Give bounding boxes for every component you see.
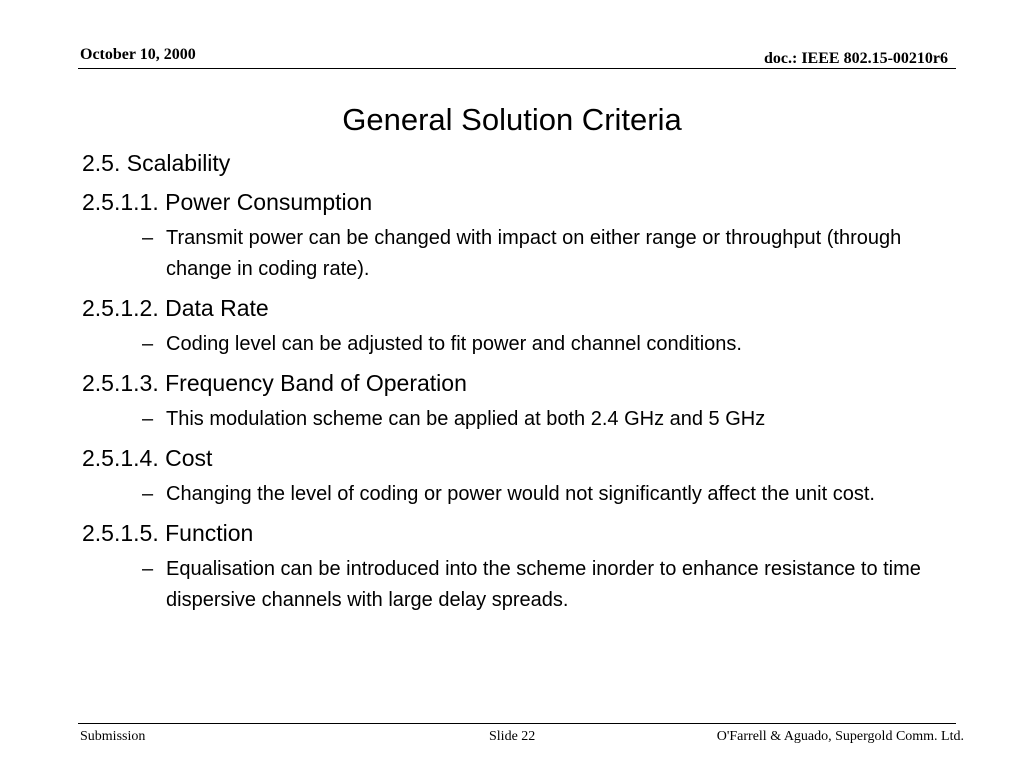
section-heading: 2.5.1.1. Power Consumption xyxy=(82,189,373,215)
section-heading: 2.5.1.5. Function xyxy=(82,520,254,546)
bullet-dash: – xyxy=(142,483,154,505)
bullet-dash: – xyxy=(142,408,154,430)
section-heading: 2.5. Scalability xyxy=(82,150,231,176)
slide-body xyxy=(82,148,962,616)
bullet-dash: – xyxy=(142,558,154,580)
bullet-text: This modulation scheme can be applied at both 2.4 GHz and 5 GHz xyxy=(166,408,766,430)
bullet-dash: – xyxy=(142,227,154,249)
bullet-text: Transmit power can be changed with impact on either range or throughput (through change in coding rate). xyxy=(166,227,902,280)
header-date: October 10, 2000 xyxy=(80,46,196,63)
bullet-text: Coding level can be adjusted to fit power and channel conditions. xyxy=(166,333,742,355)
footer-authors: O'Farrell & Aguado, Supergold Comm. Ltd. xyxy=(716,729,964,744)
section-heading: 2.5.1.3. Frequency Band of Operation xyxy=(82,370,467,396)
bullet-dash: – xyxy=(142,333,154,355)
section-heading: 2.5.1.4. Cost xyxy=(82,445,213,471)
footer-slide-number: Slide 22 xyxy=(489,729,536,744)
bullet-item xyxy=(82,554,962,616)
header-divider xyxy=(78,68,956,69)
footer-divider xyxy=(78,723,956,724)
bullet-item xyxy=(82,329,962,360)
bullet-item xyxy=(82,404,962,435)
bullet-item xyxy=(82,479,962,510)
section-heading: 2.5.1.2. Data Rate xyxy=(82,295,269,321)
slide-title: General Solution Criteria xyxy=(342,102,682,137)
bullet-item xyxy=(82,223,962,285)
footer-submission: Submission xyxy=(80,729,146,744)
header-doc-id: doc.: IEEE 802.15-00210r6 xyxy=(764,50,948,67)
bullet-text: Equalisation can be introduced into the scheme inorder to enhance resistance to time dispersive channels with large delay spreads. xyxy=(166,558,921,611)
bullet-text: Changing the level of coding or power would not significantly affect the unit cost. xyxy=(166,483,875,505)
